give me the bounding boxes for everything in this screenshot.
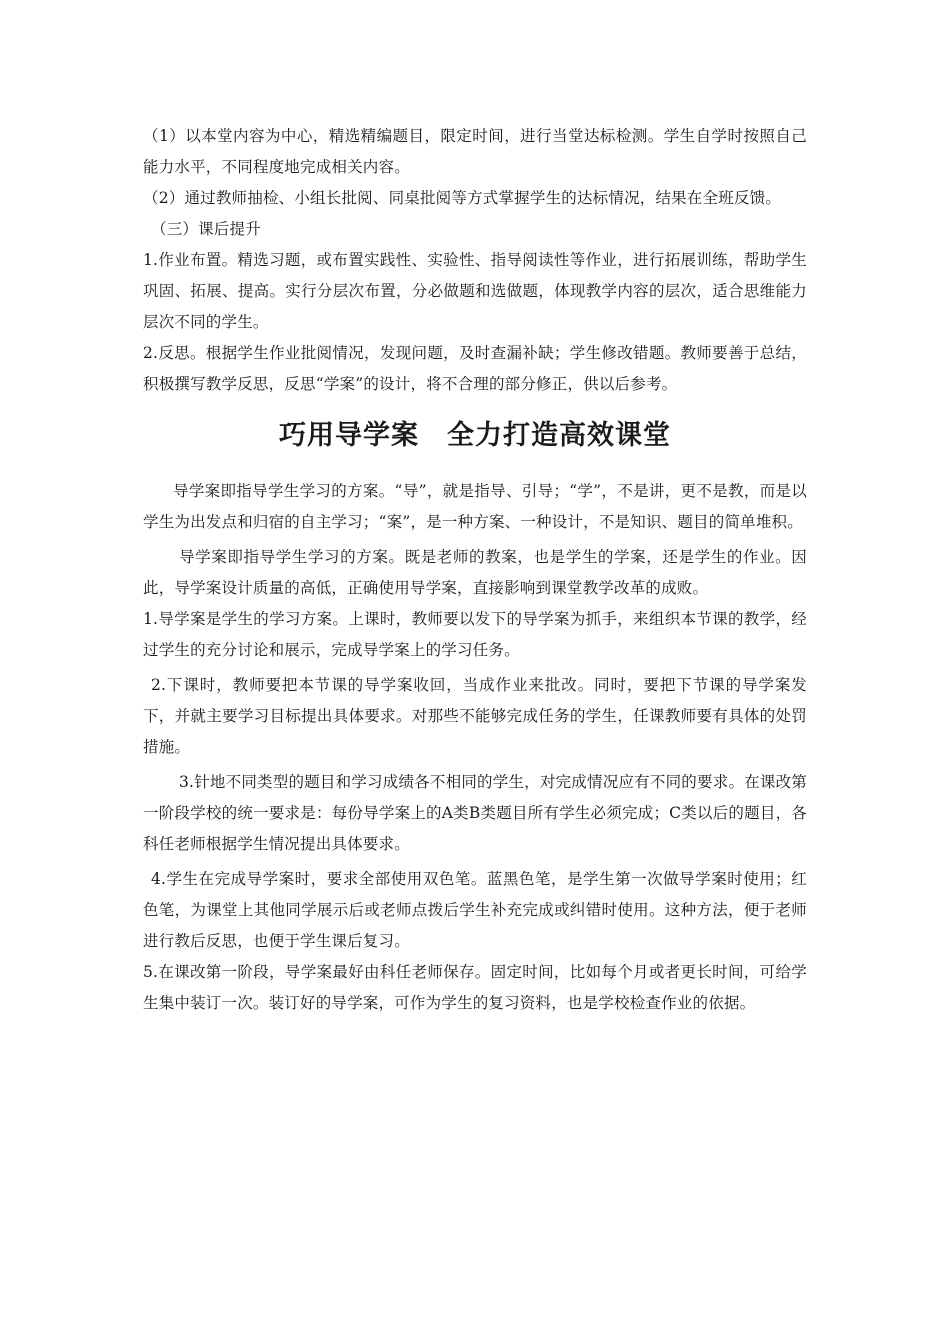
- section-heading-after-class: （三）课后提升: [151, 220, 261, 238]
- article-paragraph-item-2: 2.下课时，教师要把本节课的导学案收回，当成作业来批改。同时，要把下节课的导学案发下，并就主要学习目标提出具体要求。对那些不能够完成任务的学生，任课教师要有具体的处罚措施。: [143, 676, 807, 756]
- paragraph-homework: 1.作业布置。精选习题，或布置实践性、实验性、指导阅读性等作业，进行拓展训练，帮助学生巩固、拓展、提高。实行分层次布置，分必做题和选做题，体现教学内容的层次，适合思维能力层次不同的学生。: [143, 251, 807, 331]
- article-paragraph-item-3: 3.针地不同类型的题目和学习成绩各不相同的学生，对完成情况应有不同的要求。在课改第一阶段学校的统一要求是：每份导学案上的A类B类题目所有学生必须完成；C类以后的题目，各科任老师根据学生情况提出具体要求。: [143, 773, 807, 853]
- article-paragraph-intro: 导学案即指导学生学习的方案。“导”，就是指导、引导；“学”，不是讲，更不是教，而是以学生为出发点和归宿的自主学习；“案”，是一种方案、一种设计，不是知识、题目的简单堆积。: [143, 482, 807, 531]
- paragraph-reflection: 2.反思。根据学生作业批阅情况，发现问题，及时查漏补缺；学生修改错题。教师要善于总结，积极撰写教学反思，反思“学案”的设计，将不合理的部分修正，供以后参考。: [143, 344, 807, 393]
- paragraph-check-1: （1）以本堂内容为中心，精选精编题目，限定时间，进行当堂达标检测。学生自学时按照自己能力水平，不同程度地完成相关内容。: [143, 127, 807, 176]
- article-paragraph-item-1: 1.导学案是学生的学习方案。上课时，教师要以发下的导学案为抓手，来组织本节课的教学，经过学生的充分讨论和展示，完成导学案上的学习任务。: [143, 610, 807, 659]
- document-body: [143, 121, 807, 1019]
- article-paragraph-definition: 导学案即指导学生学习的方案。既是老师的教案，也是学生的学案，还是学生的作业。因此，导学案设计质量的高低，正确使用导学案，直接影响到课堂教学改革的成败。: [143, 548, 807, 597]
- article-paragraph-item-4: 4.学生在完成导学案时，要求全部使用双色笔。蓝黑色笔，是学生第一次做导学案时使用；红色笔，为课堂上其他同学展示后或老师点拨后学生补充完成或纠错时使用。这种方法，便于老师进行教后反思，也便于学生课后复习。: [143, 870, 807, 950]
- article-title: 巧用导学案 全力打造高效课堂: [279, 420, 671, 451]
- article-paragraph-item-5: 5.在课改第一阶段，导学案最好由科任老师保存。固定时间，比如每个月或者更长时间，可给学生集中装订一次。装订好的导学案，可作为学生的复习资料，也是学校检查作业的依据。: [143, 963, 807, 1012]
- paragraph-check-2: （2）通过教师抽检、小组长批阅、同桌批阅等方式掌握学生的达标情况，结果在全班反馈。: [143, 189, 782, 207]
